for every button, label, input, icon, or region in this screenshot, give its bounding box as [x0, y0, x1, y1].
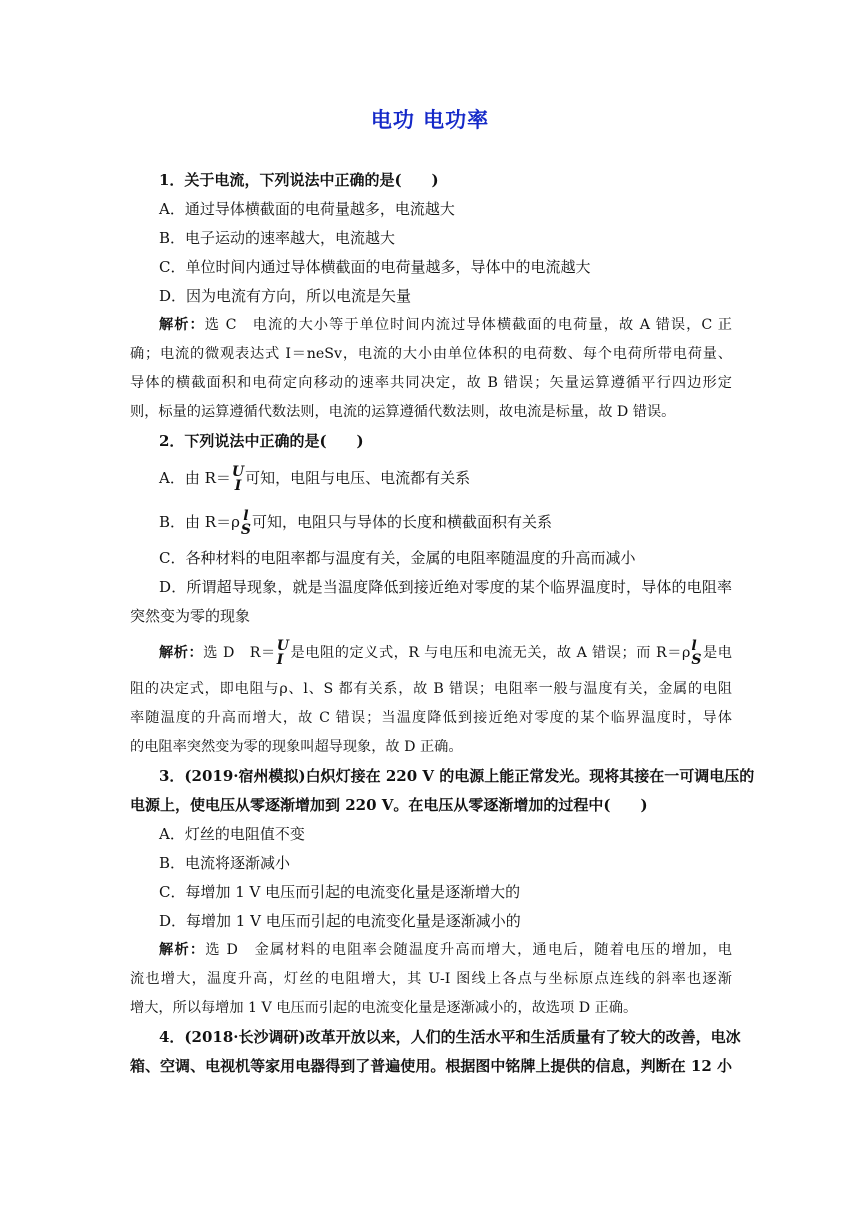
q4-stem-line-2: 箱、空调、电视机等家用电器得到了普遍使用。根据图中铭牌上提供的信息，判断在 12 小 — [130, 1057, 732, 1075]
q1-stem: 1．关于电流，下列说法中正确的是( ) — [159, 171, 439, 189]
q2-option-d-line-2: 突然变为零的现象 — [130, 607, 251, 625]
document-body — [130, 166, 755, 1081]
q2-option-a-prefix: A．由 R＝ — [159, 469, 231, 487]
fraction-l-over-s — [241, 509, 251, 537]
q3-analysis-text-1: 选 D 金属材料的电阻率会随温度升高而增大，通电后，随着电压的增加，电 — [205, 942, 732, 958]
q2-analysis-line-2: 阻的决定式，即电阻与ρ、l、S 都有关系，故 B 错误；电阻率一般与温度有关，金属的电阻 — [130, 681, 732, 697]
q2-option-c: C．各种材料的电阻率都与温度有关，金属的电阻率随温度的升高而减小 — [159, 549, 636, 567]
q2-option-d-line-1: D．所谓超导现象，就是当温度降低到接近绝对零度的某个临界温度时，导体的电阻率 — [159, 578, 732, 596]
q2-analysis-line-4: 的电阻率突然变为零的现象叫超导现象，故 D 正确。 — [130, 739, 463, 755]
q3-stem-line-2: 电源上，使电压从零逐渐增加到 220 V。在电压从零逐渐增加的过程中( ) — [130, 796, 648, 814]
q1-option-d: D．因为电流有方向，所以电流是矢量 — [159, 287, 412, 305]
q2-option-b-prefix: B．由 R＝ρ — [159, 513, 240, 531]
q1-option-a: A．通过导体横截面的电荷量越多，电流越大 — [159, 200, 455, 218]
q2-option-a — [130, 456, 732, 500]
fraction-denominator: S — [691, 652, 702, 668]
fraction-numerator: l — [243, 508, 249, 524]
analysis-label: 解析： — [159, 317, 205, 333]
q1-analysis-line-1 — [130, 311, 732, 340]
q3-option-a: A．灯丝的电阻值不变 — [159, 825, 305, 843]
fraction-denominator: I — [276, 652, 284, 668]
fraction-numerator: U — [231, 464, 245, 480]
analysis-label: 解析： — [159, 942, 206, 958]
q3-option-d: D．每增加 1 V 电压而引起的电流变化量是逐渐减小的 — [159, 912, 521, 930]
fraction-l-over-s — [691, 639, 701, 667]
analysis-label: 解析： — [159, 645, 204, 661]
q1-analysis-line-3: 导体的横截面积和电荷定向移动的速率共同决定，故 B 错误；矢量运算遵循平行四边形定 — [130, 375, 732, 391]
q2-option-b-suffix: 可知，电阻只与导体的长度和横截面积有关系 — [252, 513, 553, 531]
q2-analysis-middle: 是电阻的定义式，R 与电压和电流无关，故 A 错误；而 R＝ρ — [289, 645, 691, 661]
q3-analysis-line-2: 流也增大，温度升高，灯丝的电阻增大，其 U-I 图线上各点与坐标原点连线的斜率也逐渐 — [130, 971, 732, 987]
q1-option-b: B．电子运动的速率越大，电流越大 — [159, 229, 396, 247]
q2-option-b — [130, 500, 732, 544]
q3-analysis-line-1 — [130, 936, 732, 965]
q2-analysis-line-1 — [130, 631, 732, 675]
q4-stem-line-1: 4．(2018·长沙调研)改革开放以来，人们的生活水平和生活质量有了较大的改善，电冰 — [159, 1028, 741, 1046]
q2-analysis-suffix: 是电 — [702, 645, 732, 661]
q2-stem: 2．下列说法中正确的是( ) — [159, 432, 364, 450]
q2-analysis-prefix: 选 D R＝ — [203, 645, 276, 661]
q2-option-a-suffix: 可知，电阻与电压、电流都有关系 — [245, 469, 471, 487]
q3-analysis-line-3: 增大，所以每增加 1 V 电压而引起的电流变化量是逐渐减小的，故选项 D 正确。 — [130, 1000, 638, 1016]
fraction-u-over-i — [277, 639, 289, 667]
q3-option-c: C．每增加 1 V 电压而引起的电流变化量是逐渐增大的 — [159, 883, 521, 901]
fraction-numerator: l — [691, 638, 697, 654]
fraction-numerator: U — [276, 638, 289, 654]
q2-analysis-line-3: 率随温度的升高而增大，故 C 错误；当温度降低到接近绝对零度的某个临界温度时，导体 — [130, 710, 732, 726]
q1-analysis-line-2: 确；电流的微观表达式 I＝neSv，电流的大小由单位体积的电荷数、每个电荷所带电荷量、 — [130, 346, 732, 362]
fraction-denominator: I — [234, 478, 242, 494]
fraction-denominator: S — [240, 522, 252, 538]
q1-option-c: C．单位时间内通过导体横截面的电荷量越多，导体中的电流越大 — [159, 258, 591, 276]
q3-stem-line-1: 3．(2019·宿州模拟)白炽灯接在 220 V 的电源上能正常发光。现将其接在一可调电压的 — [159, 767, 755, 785]
q1-analysis-line-4: 则，标量的运算遵循代数法则，电流的运算遵循代数法则，故电流是标量，故 D 错误。 — [130, 404, 676, 420]
fraction-u-over-i — [232, 465, 244, 493]
q3-option-b: B．电流将逐渐减小 — [159, 854, 291, 872]
q1-analysis-text-1: 选 C 电流的大小等于单位时间内流过导体横截面的电荷量，故 A 错误，C 正 — [204, 317, 732, 333]
page-title: 电功 电功率 — [370, 107, 490, 132]
